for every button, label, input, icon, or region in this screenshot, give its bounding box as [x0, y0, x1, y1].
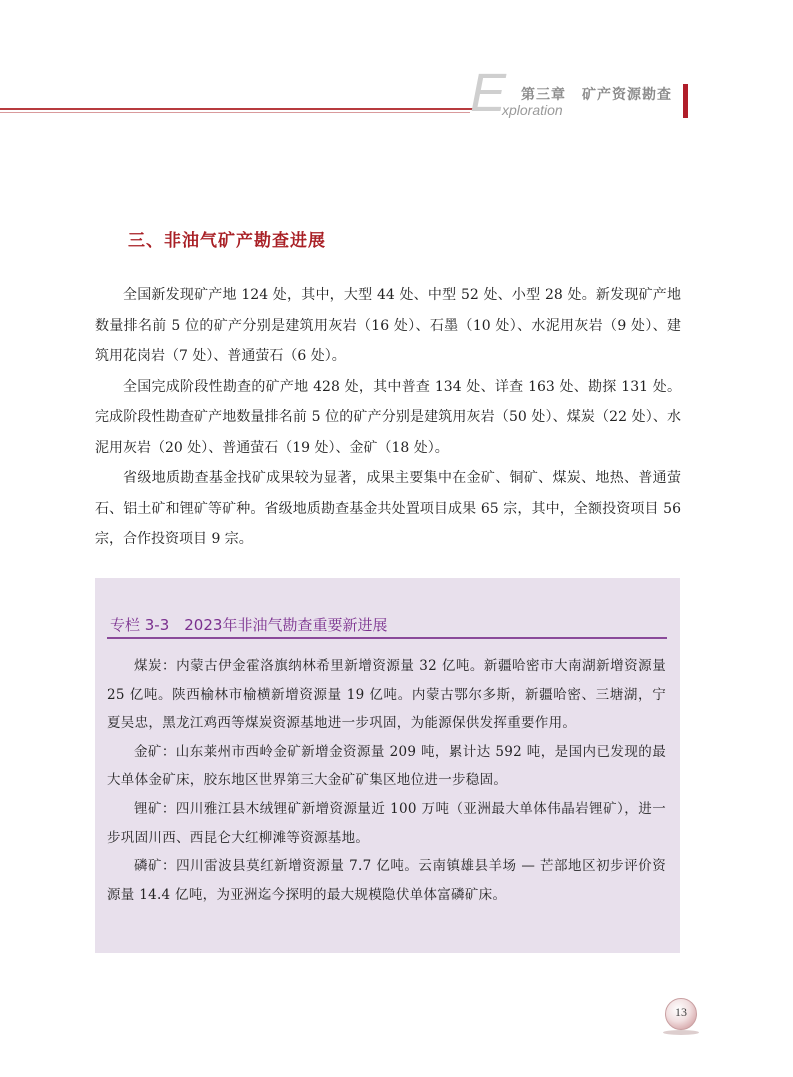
section-title: 三、非油气矿产勘查进展: [128, 231, 326, 251]
header-rule-thin: [0, 112, 470, 113]
box-title-rule: [107, 637, 667, 639]
box-paragraph-gold: 金矿：山东莱州市西岭金矿新增金资源量 209 吨，累计达 592 吨，是国内已发现的最大单体金矿床，胶东地区世界第三大金矿矿集区地位进一步稳固。: [107, 743, 666, 789]
body-paragraph: 省级地质勘查基金找矿成果较为显著，成果主要集中在金矿、铜矿、煤炭、地热、普通萤石、铝土矿和锂矿等矿种。省级地质勘查基金共处置项目成果 65 宗，其中，全额投资项目 56 宗，合作投资项目 9 宗。: [95, 470, 681, 547]
header-subtitle: xploration: [502, 102, 563, 118]
page-number: 13: [675, 1005, 687, 1019]
box-title: 专栏 3-3 2023年非油气勘查重要新进展: [110, 616, 388, 634]
box-paragraph-lithium: 锂矿：四川雅江县木绒锂矿新增资源量近 100 万吨（亚洲最大单体伟晶岩锂矿），进一步巩固川西、西昆仑大红柳滩等资源基地。: [107, 800, 666, 846]
body-paragraph: 全国完成阶段性勘查的矿产地 428 处，其中普查 134 处、详查 163 处、勘探 131 处。完成阶段性勘查矿产地数量排名前 5 位的矿产分别是建筑用灰岩（50 处）、煤炭（22 处）、水泥用灰岩（20 处）、普通萤石（19 处）、金矿（18 处）。: [95, 378, 681, 456]
chapter-title: 矿产资源勘查: [582, 87, 672, 103]
body-paragraph: 全国新发现矿产地 124 处，其中，大型 44 处、中型 52 处、小型 28 处。新发现矿产地数量排名前 5 位的矿产分别是建筑用灰岩（16 处）、石墨（10 处）、水泥用灰岩（9 处）、建筑用花岗岩（7 处）、普通萤石（6 处）。: [95, 287, 681, 364]
box-paragraph-coal: 煤炭：内蒙古伊金霍洛旗纳林希里新增资源量 32 亿吨。新疆哈密市大南湖新增资源量 25 亿吨。陕西榆林市榆横新增资源量 19 亿吨。内蒙古鄂尔多斯，新疆哈密、三塘湖，宁夏吴忠，黑龙江鸡西等煤炭资源基地进一步巩固，为能源保供发挥重要作用。: [107, 658, 666, 732]
page-number-badge: [660, 996, 700, 1036]
chapter-number: 第三章: [521, 87, 566, 103]
header-accent-bar: [683, 84, 688, 118]
header-logo-letter: E: [470, 63, 507, 123]
page-number-shadow: [663, 1030, 699, 1035]
chapter-heading: [521, 84, 672, 104]
header-rule: [0, 108, 490, 110]
box-body: [107, 652, 666, 909]
section-body: [95, 280, 681, 555]
sidebar-box: [95, 578, 680, 953]
box-paragraph-phosphate: 磷矿：四川雷波县莫红新增资源量 7.7 亿吨。云南镇雄县羊场 — 芒部地区初步评价资源量 14.4 亿吨，为亚洲迄今探明的最大规模隐伏单体富磷矿床。: [107, 858, 666, 903]
